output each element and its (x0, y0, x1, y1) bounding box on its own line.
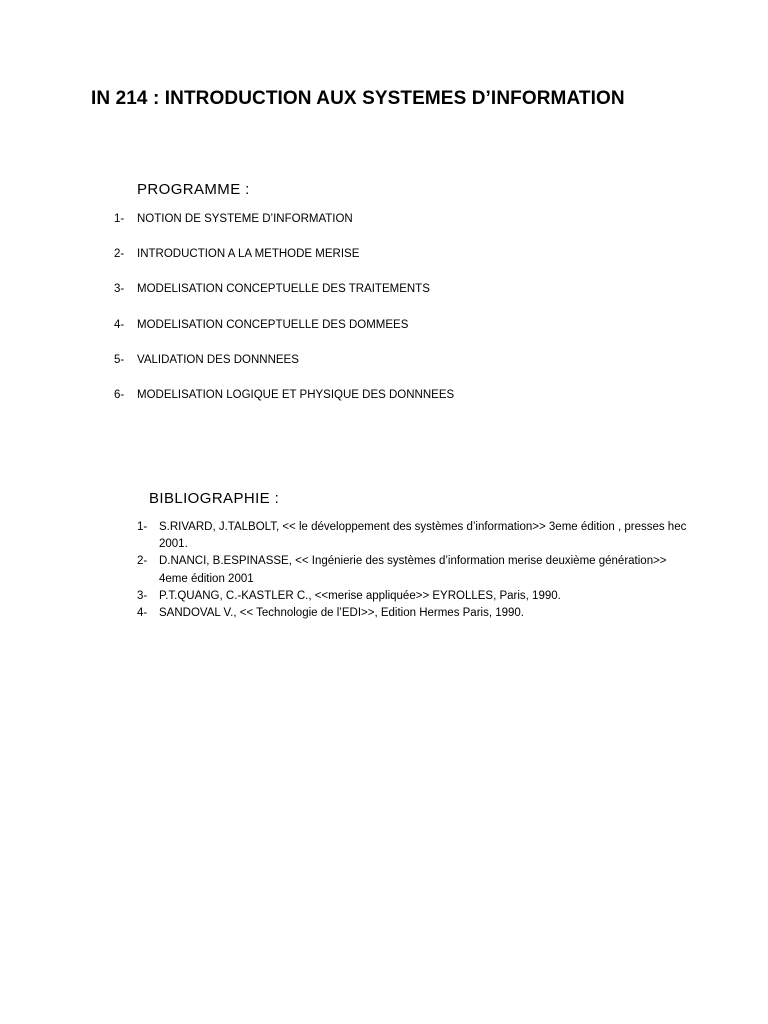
programme-list (114, 211, 454, 422)
programme-item (114, 281, 454, 316)
document-title: IN 214 : INTRODUCTION AUX SYSTEMES D’INFORMATION (91, 88, 625, 109)
programme-item-number: 5- (114, 353, 125, 366)
programme-item-text: VALIDATION DES DONNNEES (137, 353, 299, 366)
programme-item-number: 4- (114, 318, 125, 331)
bibliographie-item-number: 1- (137, 521, 148, 533)
programme-item-number: 1- (114, 213, 125, 225)
bibliographie-item (137, 553, 697, 587)
programme-item (114, 246, 454, 281)
programme-item-text: MODELISATION CONCEPTUELLE DES DOMMEES (137, 318, 409, 331)
bibliographie-item-number: 3- (137, 589, 148, 602)
programme-item-text: MODELISATION LOGIQUE ET PHYSIQUE DES DONNNEES (137, 388, 455, 401)
bibliographie-item-text: D.NANCI, B.ESPINASSE, << Ingénierie des systèmes d’information merise deuxième génération>> 4eme édition 2001 (159, 555, 667, 585)
bibliographie-item (137, 588, 697, 605)
programme-item-number: 3- (114, 283, 125, 296)
bibliographie-heading: BIBLIOGRAPHIE : (149, 490, 280, 507)
programme-item-text: NOTION DE SYSTEME D’INFORMATION (137, 213, 353, 225)
programme-item-text: INTRODUCTION A LA METHODE MERISE (137, 248, 360, 261)
programme-item-number: 2- (114, 248, 125, 261)
programme-item (114, 317, 454, 352)
bibliographie-list (137, 519, 697, 622)
bibliographie-item-number: 2- (137, 555, 148, 568)
bibliographie-item-text: P.T.QUANG, C.-KASTLER C., <<merise appliquée>> EYROLLES, Paris, 1990. (159, 589, 561, 602)
bibliographie-item (137, 605, 697, 622)
bibliographie-item-number: 4- (137, 607, 148, 620)
programme-heading: PROGRAMME : (137, 181, 250, 198)
programme-item-number: 6- (114, 388, 125, 401)
programme-item-text: MODELISATION CONCEPTUELLE DES TRAITEMENTS (137, 283, 430, 296)
programme-item (114, 352, 454, 387)
bibliographie-item-text: S.RIVARD, J.TALBOLT, << le développement des systèmes d’information>> 3eme édition , presses hec 2001. (159, 521, 687, 551)
programme-item (114, 211, 454, 246)
bibliographie-item (137, 519, 697, 553)
programme-item (114, 387, 454, 422)
bibliographie-item-text: SANDOVAL V., << Technologie de l’EDI>>, Edition Hermes Paris, 1990. (159, 607, 525, 620)
